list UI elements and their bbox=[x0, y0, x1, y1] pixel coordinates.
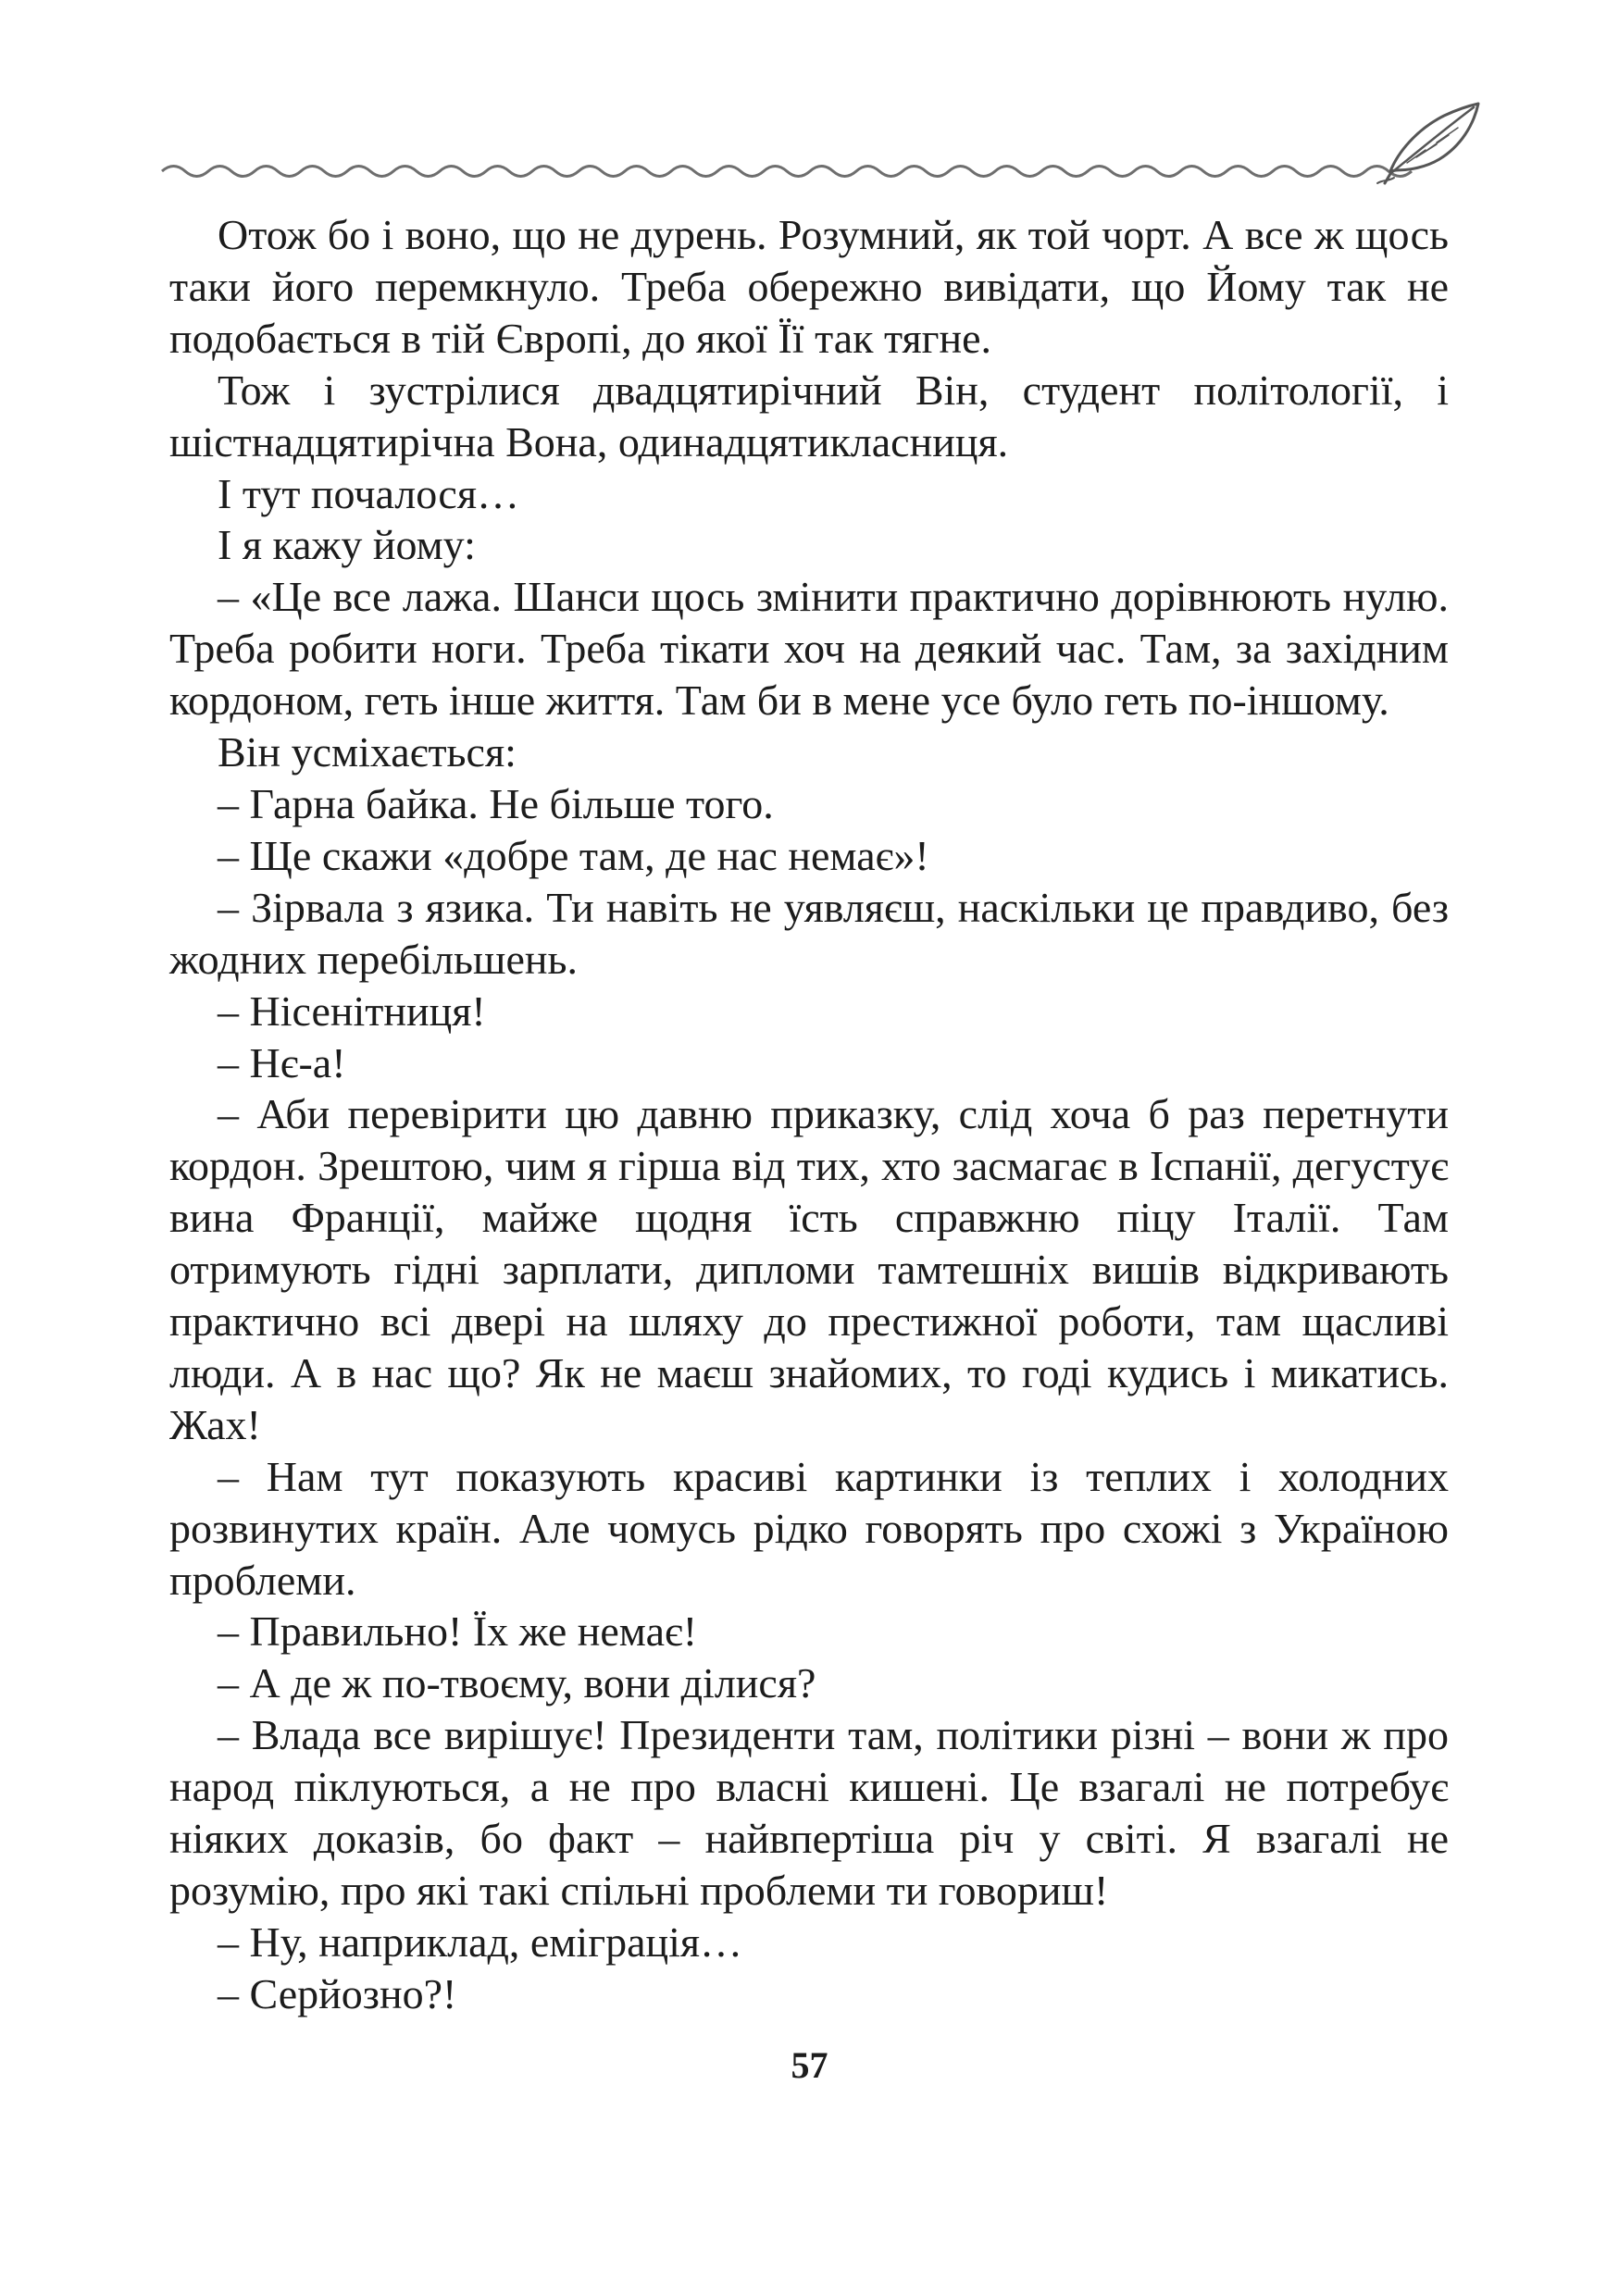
paragraph: – Серйозно?! bbox=[218, 1969, 457, 2017]
paragraph: – «Це все лажа. Шанси щось змінити практично дорівнюють нулю. Треба робити ноги. Треба тікати хоч на деякий час. Там, за західним кордоном, геть інше життя. Там би в мене усе було геть по-іншому. bbox=[169, 573, 1449, 725]
page-number: 57 bbox=[791, 2044, 828, 2086]
header-ornament bbox=[0, 0, 1619, 204]
paragraph: – А де ж по-твоєму, вони ділися? bbox=[218, 1659, 816, 1707]
wavy-line-divider bbox=[162, 167, 1412, 177]
paragraph: – Влада все вирішує! Президенти там, політики різні – вони ж про народ піклуються, а не про власні кишені. Це взагалі не потребує ніяких доказів, бо факт – найвпертіша річ у світі. Я взагалі не розумію, про які такі спільні проблеми ти говориш! bbox=[169, 1711, 1449, 1914]
paragraph: – Зірвала з язика. Ти навіть не уявляєш, наскільки це правдиво, без жодних перебільшень. bbox=[169, 883, 1449, 983]
paragraph: – Нє-а! bbox=[218, 1038, 346, 1086]
main-text bbox=[169, 209, 1449, 2020]
paragraph: Він усміхається: bbox=[218, 728, 517, 776]
paragraph: І тут почалося… bbox=[218, 469, 519, 517]
quill-pen-icon bbox=[1377, 104, 1478, 183]
paragraph: Тож і зустрілися двадцятирічний Він, студент політології, і шістнадцятирічна Вона, одинадцятикласниця. bbox=[169, 366, 1449, 465]
paragraph: І я кажу йому: bbox=[218, 521, 476, 569]
paragraph: Отож бо і воно, що не дурень. Розумний, як той чорт. А все ж щось таки його перемкнуло. Треба обережно вивідати, що Йому так не подобається в тій Європі, до якої Її так тягне. bbox=[169, 211, 1449, 362]
paragraph: – Гарна байка. Не більше того. bbox=[218, 779, 774, 827]
paragraph: – Аби перевірити цю давню приказку, слід хоча б раз перетнути кордон. Зрештою, чим я гірша від тих, хто засмагає в Іспанії, дегустує вина Франції, майже щодня їсть справжню піцу Італії. Там отримують гідні зарплати, дипломи тамтешніх вишів відкривають практично всі двері на шляху до престижної роботи, там щасливі люди. А в нас що? Як не маєш знайомих, то годі кудись і микатись. Жах! bbox=[169, 1090, 1449, 1448]
paragraph: – Нам тут показують красиві картинки із теплих і холодних розвинутих країн. Але чомусь рідко говорять про схожі з Україною проблеми. bbox=[169, 1452, 1449, 1604]
paragraph: – Правильно! Їх же немає! bbox=[218, 1607, 698, 1656]
paragraph: – Ще скажи «добре там, де нас немає»! bbox=[218, 831, 929, 879]
paragraph: – Нісенітниця! bbox=[218, 987, 486, 1035]
paragraph: – Ну, наприклад, еміграція… bbox=[218, 1917, 743, 1966]
